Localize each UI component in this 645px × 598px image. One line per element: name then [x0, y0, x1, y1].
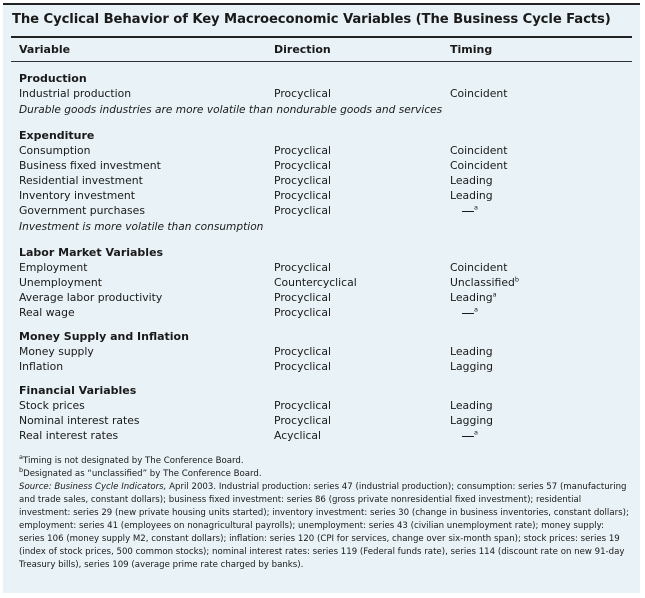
cell-direction: Procyclical: [274, 291, 331, 304]
group-heading: Production: [19, 72, 87, 85]
cell-direction: Procyclical: [274, 159, 331, 172]
cell-variable: Real wage: [19, 306, 75, 319]
table-row: [3, 189, 640, 204]
cell-timing: [450, 429, 478, 442]
cell-variable: Real interest rates: [19, 429, 119, 442]
table-row: [3, 159, 640, 174]
cell-direction: Procyclical: [274, 189, 331, 202]
cell-variable: Consumption: [19, 144, 91, 157]
cell-variable: Employment: [19, 261, 88, 274]
header-rule: [11, 61, 632, 62]
cell-timing: [450, 306, 478, 319]
cell-direction: Procyclical: [274, 306, 331, 319]
cell-direction: Countercyclical: [274, 276, 357, 289]
table-panel: [3, 3, 640, 593]
group-heading: Money Supply and Inflation: [19, 330, 189, 343]
cell-timing: Coincident: [450, 87, 508, 100]
cell-variable: Business fixed investment: [19, 159, 161, 172]
group-note: Investment is more volatile than consumption: [19, 221, 264, 233]
cell-direction: Procyclical: [274, 174, 331, 187]
table-row: [3, 360, 640, 375]
cell-variable: Stock prices: [19, 399, 85, 412]
group-heading: Labor Market Variables: [19, 246, 164, 259]
table-title: The Cyclical Behavior of Key Macroeconomic Variables (The Business Cycle Facts): [12, 12, 611, 27]
cell-timing: Unclassified$^b$: [450, 275, 519, 289]
cell-direction: Procyclical: [274, 360, 331, 373]
table-row: [3, 414, 640, 429]
header-variable: Variable: [19, 43, 71, 56]
cell-timing: Coincident: [450, 144, 508, 157]
cell-variable: Government purchases: [19, 204, 145, 217]
table-row: [3, 399, 640, 414]
table-row: [3, 144, 640, 159]
cell-timing: Lagging: [450, 414, 494, 427]
cell-direction: Procyclical: [274, 399, 331, 412]
table-row: [3, 345, 640, 360]
group-note: Durable goods industries are more volatile than nondurable goods and services: [19, 104, 443, 116]
cell-timing: Leading: [450, 174, 493, 187]
cell-variable: Average labor productivity: [19, 291, 163, 304]
cell-direction: Acyclical: [274, 429, 322, 442]
header-direction: Direction: [274, 43, 331, 56]
footnote-source: Source: Business Cycle Indicators, April 2003. Industrial production: series 47 (industrial production); consumption: series 57 (manufacturing and trade sales, constant dollars); business fixed investment: series 86 (gross private nonresidential fixed investment); residential investment: series 29 (new private housing units started); inventory investment: series 30 (change in business inventories, constant dollars); employment: series 41 (employees on nonagricultural payrolls); unemployment: series 43 (civilian unemployment rate); money supply: series 106 (money supply M2, constant dollars); inflation: series 120 (CPI for services, change over six-month span); stock prices: series 19 (index of stock prices, 500 common stocks); nominal interest rates: series 119 (Federal funds rate), series 114 (discount rate on new 91-day Treasury bills), series 109 (average prime rate charged by banks).: [19, 482, 629, 570]
footnote-mark: b: [514, 275, 519, 284]
cell-variable: Nominal interest rates: [19, 414, 140, 427]
footnote-b: $^b$Designated as “unclassified” by The Conference Board.: [19, 466, 262, 479]
cell-timing: Leading: [450, 345, 493, 358]
cell-variable: Inflation: [19, 360, 64, 373]
not-designated-dash: [462, 436, 474, 437]
cell-direction: Procyclical: [274, 414, 331, 427]
footnote-mark: a: [474, 428, 478, 437]
not-designated-dash: [462, 211, 474, 212]
footnote-mark: a: [492, 290, 497, 299]
cell-variable: Unemployment: [19, 276, 102, 289]
cell-variable: Residential investment: [19, 174, 143, 187]
footnote-a: $^a$Timing is not designated by The Conference Board.: [19, 453, 244, 466]
not-designated-dash: [462, 313, 474, 314]
cell-variable: Money supply: [19, 345, 94, 358]
cell-variable: Inventory investment: [19, 189, 135, 202]
table-row: [3, 261, 640, 276]
cell-timing: Coincident: [450, 261, 508, 274]
cell-direction: Procyclical: [274, 144, 331, 157]
cell-timing: Leading: [450, 399, 493, 412]
title-rule: [11, 36, 632, 38]
cell-timing: Leading: [450, 189, 493, 202]
footnote-mark: a: [474, 305, 478, 314]
cell-variable: Industrial production: [19, 87, 132, 100]
table-row: [3, 174, 640, 189]
table-row: [3, 276, 640, 291]
cell-direction: Procyclical: [274, 204, 331, 217]
cell-timing: Leading$^a$: [450, 290, 497, 304]
table-row: [3, 306, 640, 321]
cell-direction: Procyclical: [274, 261, 331, 274]
footnote-mark: a: [474, 203, 478, 212]
cell-timing: Coincident: [450, 159, 508, 172]
table-row: [3, 87, 640, 102]
cell-timing: [450, 204, 478, 217]
cell-direction: Procyclical: [274, 345, 331, 358]
group-heading: Financial Variables: [19, 384, 137, 397]
footnotes: [19, 455, 631, 572]
table-row: [3, 429, 640, 444]
group-heading: Expenditure: [19, 129, 95, 142]
table-row: [3, 291, 640, 306]
cell-direction: Procyclical: [274, 87, 331, 100]
header-timing: Timing: [450, 43, 493, 56]
table-row: [3, 204, 640, 219]
cell-timing: Lagging: [450, 360, 494, 373]
